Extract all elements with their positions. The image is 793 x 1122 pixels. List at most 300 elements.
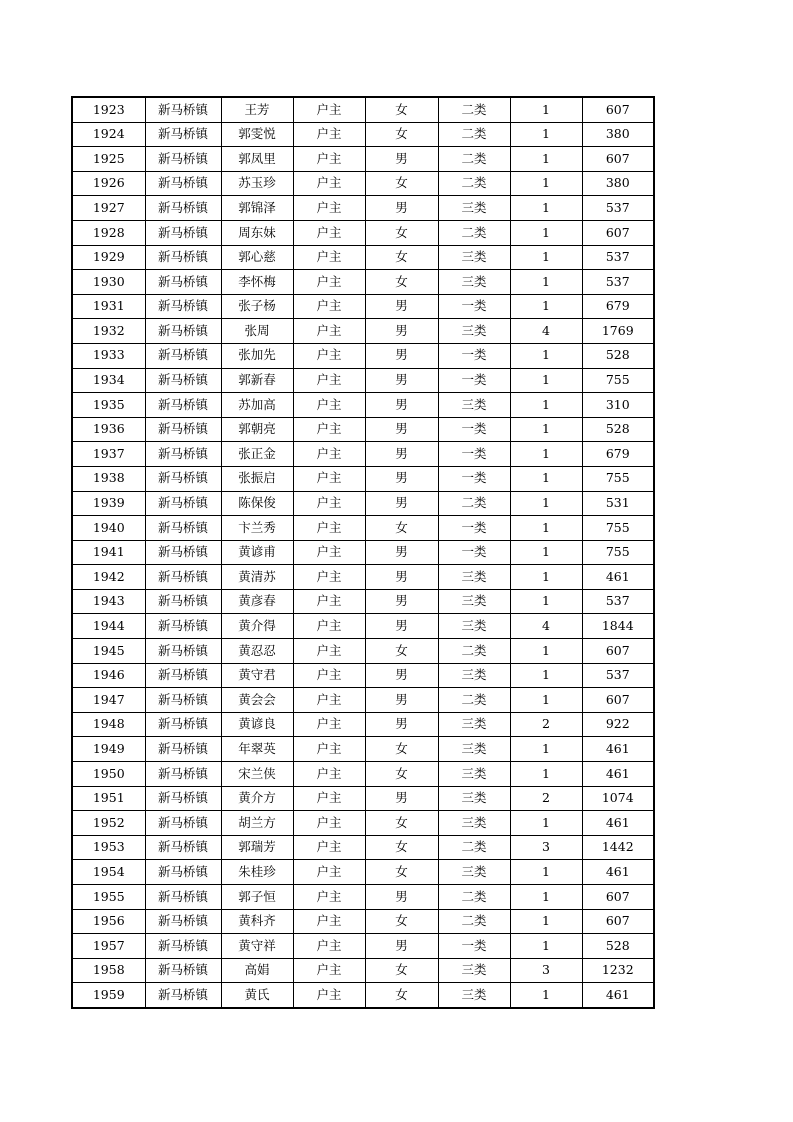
household-size-cell: 1 <box>510 663 582 688</box>
category-cell: 三类 <box>438 786 510 811</box>
gender-cell: 男 <box>365 442 438 467</box>
gender-cell: 女 <box>365 245 438 270</box>
table-row <box>72 417 654 442</box>
amount-cell: 310 <box>582 393 654 418</box>
town-cell: 新马桥镇 <box>145 639 221 664</box>
name-cell: 周东妹 <box>221 220 293 245</box>
amount-cell: 461 <box>582 565 654 590</box>
serial-number-cell: 1958 <box>72 958 145 983</box>
relation-cell: 户主 <box>293 934 365 959</box>
category-cell: 一类 <box>438 294 510 319</box>
household-size-cell: 1 <box>510 589 582 614</box>
gender-cell: 男 <box>365 319 438 344</box>
category-cell: 一类 <box>438 343 510 368</box>
serial-number-cell: 1937 <box>72 442 145 467</box>
amount-cell: 461 <box>582 983 654 1008</box>
household-size-cell: 1 <box>510 245 582 270</box>
serial-number-cell: 1932 <box>72 319 145 344</box>
gender-cell: 男 <box>365 663 438 688</box>
serial-number-cell: 1929 <box>72 245 145 270</box>
gender-cell: 男 <box>365 393 438 418</box>
household-size-cell: 1 <box>510 393 582 418</box>
serial-number-cell: 1952 <box>72 811 145 836</box>
town-cell: 新马桥镇 <box>145 97 221 122</box>
category-cell: 三类 <box>438 270 510 295</box>
name-cell: 张子杨 <box>221 294 293 319</box>
amount-cell: 537 <box>582 663 654 688</box>
town-cell: 新马桥镇 <box>145 762 221 787</box>
name-cell: 苏加高 <box>221 393 293 418</box>
category-cell: 三类 <box>438 393 510 418</box>
category-cell: 三类 <box>438 663 510 688</box>
category-cell: 三类 <box>438 811 510 836</box>
category-cell: 二类 <box>438 639 510 664</box>
amount-cell: 1442 <box>582 835 654 860</box>
household-size-cell: 1 <box>510 639 582 664</box>
amount-cell: 607 <box>582 220 654 245</box>
name-cell: 黄介方 <box>221 786 293 811</box>
table-row <box>72 909 654 934</box>
name-cell: 黄忍忍 <box>221 639 293 664</box>
gender-cell: 女 <box>365 909 438 934</box>
town-cell: 新马桥镇 <box>145 983 221 1008</box>
amount-cell: 537 <box>582 196 654 221</box>
amount-cell: 461 <box>582 811 654 836</box>
town-cell: 新马桥镇 <box>145 934 221 959</box>
serial-number-cell: 1936 <box>72 417 145 442</box>
serial-number-cell: 1939 <box>72 491 145 516</box>
serial-number-cell: 1933 <box>72 343 145 368</box>
town-cell: 新马桥镇 <box>145 196 221 221</box>
town-cell: 新马桥镇 <box>145 270 221 295</box>
name-cell: 朱桂珍 <box>221 860 293 885</box>
table-row <box>72 147 654 172</box>
relation-cell: 户主 <box>293 909 365 934</box>
table-row <box>72 540 654 565</box>
relation-cell: 户主 <box>293 860 365 885</box>
gender-cell: 男 <box>365 343 438 368</box>
town-cell: 新马桥镇 <box>145 417 221 442</box>
gender-cell: 女 <box>365 220 438 245</box>
serial-number-cell: 1953 <box>72 835 145 860</box>
town-cell: 新马桥镇 <box>145 909 221 934</box>
household-size-cell: 1 <box>510 220 582 245</box>
category-cell: 二类 <box>438 491 510 516</box>
household-size-cell: 1 <box>510 811 582 836</box>
gender-cell: 男 <box>365 491 438 516</box>
serial-number-cell: 1945 <box>72 639 145 664</box>
household-size-cell: 4 <box>510 319 582 344</box>
amount-cell: 380 <box>582 171 654 196</box>
gender-cell: 男 <box>365 368 438 393</box>
relation-cell: 户主 <box>293 270 365 295</box>
table-row <box>72 171 654 196</box>
table-row <box>72 516 654 541</box>
name-cell: 黄介得 <box>221 614 293 639</box>
amount-cell: 607 <box>582 639 654 664</box>
town-cell: 新马桥镇 <box>145 589 221 614</box>
town-cell: 新马桥镇 <box>145 786 221 811</box>
category-cell: 二类 <box>438 688 510 713</box>
household-size-cell: 3 <box>510 958 582 983</box>
relation-cell: 户主 <box>293 516 365 541</box>
name-cell: 黄守祥 <box>221 934 293 959</box>
relation-cell: 户主 <box>293 319 365 344</box>
serial-number-cell: 1923 <box>72 97 145 122</box>
category-cell: 二类 <box>438 220 510 245</box>
town-cell: 新马桥镇 <box>145 663 221 688</box>
name-cell: 陈保俊 <box>221 491 293 516</box>
relation-cell: 户主 <box>293 368 365 393</box>
serial-number-cell: 1949 <box>72 737 145 762</box>
household-size-cell: 2 <box>510 712 582 737</box>
town-cell: 新马桥镇 <box>145 688 221 713</box>
household-size-cell: 1 <box>510 860 582 885</box>
gender-cell: 女 <box>365 516 438 541</box>
amount-cell: 528 <box>582 934 654 959</box>
amount-cell: 755 <box>582 466 654 491</box>
name-cell: 郭锦泽 <box>221 196 293 221</box>
amount-cell: 1232 <box>582 958 654 983</box>
gender-cell: 女 <box>365 983 438 1008</box>
gender-cell: 女 <box>365 97 438 122</box>
amount-cell: 679 <box>582 294 654 319</box>
name-cell: 宋兰侠 <box>221 762 293 787</box>
name-cell: 张加先 <box>221 343 293 368</box>
table-row <box>72 688 654 713</box>
town-cell: 新马桥镇 <box>145 737 221 762</box>
category-cell: 二类 <box>438 171 510 196</box>
gender-cell: 女 <box>365 762 438 787</box>
category-cell: 二类 <box>438 97 510 122</box>
category-cell: 三类 <box>438 245 510 270</box>
relation-cell: 户主 <box>293 220 365 245</box>
household-size-cell: 1 <box>510 737 582 762</box>
table-row <box>72 270 654 295</box>
relation-cell: 户主 <box>293 737 365 762</box>
serial-number-cell: 1948 <box>72 712 145 737</box>
serial-number-cell: 1931 <box>72 294 145 319</box>
name-cell: 黄谚甫 <box>221 540 293 565</box>
name-cell: 胡兰方 <box>221 811 293 836</box>
serial-number-cell: 1934 <box>72 368 145 393</box>
relation-cell: 户主 <box>293 171 365 196</box>
table-row <box>72 786 654 811</box>
relation-cell: 户主 <box>293 565 365 590</box>
serial-number-cell: 1950 <box>72 762 145 787</box>
category-cell: 三类 <box>438 196 510 221</box>
town-cell: 新马桥镇 <box>145 516 221 541</box>
household-size-cell: 1 <box>510 171 582 196</box>
category-cell: 三类 <box>438 589 510 614</box>
name-cell: 黄彦春 <box>221 589 293 614</box>
gender-cell: 男 <box>365 589 438 614</box>
household-size-cell: 1 <box>510 540 582 565</box>
table-row <box>72 442 654 467</box>
amount-cell: 461 <box>582 737 654 762</box>
gender-cell: 男 <box>365 147 438 172</box>
amount-cell: 380 <box>582 122 654 147</box>
serial-number-cell: 1930 <box>72 270 145 295</box>
gender-cell: 女 <box>365 122 438 147</box>
household-size-cell: 4 <box>510 614 582 639</box>
gender-cell: 女 <box>365 171 438 196</box>
town-cell: 新马桥镇 <box>145 171 221 196</box>
relation-cell: 户主 <box>293 466 365 491</box>
table-row <box>72 565 654 590</box>
table-row <box>72 294 654 319</box>
relation-cell: 户主 <box>293 442 365 467</box>
amount-cell: 537 <box>582 245 654 270</box>
category-cell: 三类 <box>438 737 510 762</box>
household-size-cell: 1 <box>510 983 582 1008</box>
name-cell: 年翠英 <box>221 737 293 762</box>
town-cell: 新马桥镇 <box>145 245 221 270</box>
table-row <box>72 983 654 1008</box>
category-cell: 三类 <box>438 565 510 590</box>
household-size-cell: 1 <box>510 885 582 910</box>
town-cell: 新马桥镇 <box>145 343 221 368</box>
relation-cell: 户主 <box>293 762 365 787</box>
amount-cell: 528 <box>582 417 654 442</box>
table-row <box>72 466 654 491</box>
serial-number-cell: 1954 <box>72 860 145 885</box>
category-cell: 一类 <box>438 934 510 959</box>
gender-cell: 男 <box>365 712 438 737</box>
household-size-cell: 1 <box>510 294 582 319</box>
table-row <box>72 811 654 836</box>
gender-cell: 女 <box>365 860 438 885</box>
table-row <box>72 343 654 368</box>
table-row <box>72 614 654 639</box>
amount-cell: 537 <box>582 270 654 295</box>
serial-number-cell: 1951 <box>72 786 145 811</box>
household-size-cell: 1 <box>510 934 582 959</box>
table-row <box>72 934 654 959</box>
amount-cell: 607 <box>582 147 654 172</box>
household-size-cell: 1 <box>510 270 582 295</box>
amount-cell: 1074 <box>582 786 654 811</box>
table-row <box>72 220 654 245</box>
relation-cell: 户主 <box>293 540 365 565</box>
household-size-cell: 1 <box>510 417 582 442</box>
category-cell: 一类 <box>438 466 510 491</box>
town-cell: 新马桥镇 <box>145 393 221 418</box>
relation-cell: 户主 <box>293 491 365 516</box>
name-cell: 黄谚良 <box>221 712 293 737</box>
table-row <box>72 122 654 147</box>
gender-cell: 男 <box>365 688 438 713</box>
household-size-cell: 1 <box>510 688 582 713</box>
category-cell: 二类 <box>438 835 510 860</box>
amount-cell: 755 <box>582 540 654 565</box>
name-cell: 郭新春 <box>221 368 293 393</box>
town-cell: 新马桥镇 <box>145 491 221 516</box>
amount-cell: 607 <box>582 688 654 713</box>
category-cell: 三类 <box>438 319 510 344</box>
name-cell: 郭朝亮 <box>221 417 293 442</box>
name-cell: 郭雯悦 <box>221 122 293 147</box>
relation-cell: 户主 <box>293 294 365 319</box>
town-cell: 新马桥镇 <box>145 147 221 172</box>
category-cell: 一类 <box>438 368 510 393</box>
gender-cell: 男 <box>365 466 438 491</box>
category-cell: 三类 <box>438 860 510 885</box>
relation-cell: 户主 <box>293 688 365 713</box>
category-cell: 一类 <box>438 540 510 565</box>
relation-cell: 户主 <box>293 589 365 614</box>
amount-cell: 537 <box>582 589 654 614</box>
amount-cell: 607 <box>582 909 654 934</box>
relation-cell: 户主 <box>293 663 365 688</box>
serial-number-cell: 1940 <box>72 516 145 541</box>
name-cell: 李怀梅 <box>221 270 293 295</box>
relation-cell: 户主 <box>293 245 365 270</box>
gender-cell: 男 <box>365 294 438 319</box>
relation-cell: 户主 <box>293 417 365 442</box>
serial-number-cell: 1928 <box>72 220 145 245</box>
serial-number-cell: 1947 <box>72 688 145 713</box>
serial-number-cell: 1946 <box>72 663 145 688</box>
table-row <box>72 97 654 122</box>
amount-cell: 922 <box>582 712 654 737</box>
table-row <box>72 245 654 270</box>
town-cell: 新马桥镇 <box>145 565 221 590</box>
category-cell: 三类 <box>438 614 510 639</box>
town-cell: 新马桥镇 <box>145 368 221 393</box>
table-row <box>72 958 654 983</box>
household-size-cell: 1 <box>510 122 582 147</box>
relation-cell: 户主 <box>293 885 365 910</box>
gender-cell: 男 <box>365 934 438 959</box>
gender-cell: 女 <box>365 958 438 983</box>
category-cell: 三类 <box>438 958 510 983</box>
name-cell: 张周 <box>221 319 293 344</box>
relation-cell: 户主 <box>293 393 365 418</box>
serial-number-cell: 1938 <box>72 466 145 491</box>
serial-number-cell: 1944 <box>72 614 145 639</box>
town-cell: 新马桥镇 <box>145 712 221 737</box>
gender-cell: 男 <box>365 417 438 442</box>
serial-number-cell: 1956 <box>72 909 145 934</box>
category-cell: 一类 <box>438 417 510 442</box>
serial-number-cell: 1924 <box>72 122 145 147</box>
category-cell: 三类 <box>438 712 510 737</box>
household-size-cell: 1 <box>510 97 582 122</box>
town-cell: 新马桥镇 <box>145 835 221 860</box>
serial-number-cell: 1926 <box>72 171 145 196</box>
household-size-cell: 1 <box>510 762 582 787</box>
category-cell: 一类 <box>438 516 510 541</box>
relation-cell: 户主 <box>293 811 365 836</box>
table-row <box>72 589 654 614</box>
relation-cell: 户主 <box>293 786 365 811</box>
household-size-cell: 1 <box>510 491 582 516</box>
amount-cell: 755 <box>582 516 654 541</box>
amount-cell: 528 <box>582 343 654 368</box>
serial-number-cell: 1927 <box>72 196 145 221</box>
table-row <box>72 860 654 885</box>
town-cell: 新马桥镇 <box>145 442 221 467</box>
table-row <box>72 712 654 737</box>
serial-number-cell: 1943 <box>72 589 145 614</box>
name-cell: 郭凤里 <box>221 147 293 172</box>
serial-number-cell: 1935 <box>72 393 145 418</box>
table-row <box>72 393 654 418</box>
table-row <box>72 196 654 221</box>
relation-cell: 户主 <box>293 712 365 737</box>
amount-cell: 607 <box>582 97 654 122</box>
relation-cell: 户主 <box>293 983 365 1008</box>
name-cell: 苏玉珍 <box>221 171 293 196</box>
town-cell: 新马桥镇 <box>145 811 221 836</box>
amount-cell: 461 <box>582 860 654 885</box>
household-size-cell: 1 <box>510 442 582 467</box>
town-cell: 新马桥镇 <box>145 540 221 565</box>
town-cell: 新马桥镇 <box>145 220 221 245</box>
amount-cell: 755 <box>582 368 654 393</box>
amount-cell: 461 <box>582 762 654 787</box>
household-size-cell: 2 <box>510 786 582 811</box>
town-cell: 新马桥镇 <box>145 294 221 319</box>
name-cell: 郭心慈 <box>221 245 293 270</box>
town-cell: 新马桥镇 <box>145 860 221 885</box>
table-row <box>72 368 654 393</box>
gender-cell: 女 <box>365 639 438 664</box>
amount-cell: 1769 <box>582 319 654 344</box>
roster-table <box>71 96 655 1009</box>
serial-number-cell: 1955 <box>72 885 145 910</box>
category-cell: 一类 <box>438 442 510 467</box>
gender-cell: 男 <box>365 614 438 639</box>
amount-cell: 607 <box>582 885 654 910</box>
relation-cell: 户主 <box>293 147 365 172</box>
serial-number-cell: 1942 <box>72 565 145 590</box>
town-cell: 新马桥镇 <box>145 885 221 910</box>
relation-cell: 户主 <box>293 639 365 664</box>
gender-cell: 男 <box>365 786 438 811</box>
household-size-cell: 3 <box>510 835 582 860</box>
town-cell: 新马桥镇 <box>145 466 221 491</box>
serial-number-cell: 1925 <box>72 147 145 172</box>
household-size-cell: 1 <box>510 909 582 934</box>
table-row <box>72 762 654 787</box>
name-cell: 郭瑞芳 <box>221 835 293 860</box>
table-row <box>72 835 654 860</box>
town-cell: 新马桥镇 <box>145 319 221 344</box>
table-row <box>72 737 654 762</box>
relation-cell: 户主 <box>293 835 365 860</box>
table-row <box>72 491 654 516</box>
town-cell: 新马桥镇 <box>145 614 221 639</box>
name-cell: 黄清苏 <box>221 565 293 590</box>
household-size-cell: 1 <box>510 565 582 590</box>
name-cell: 黄守君 <box>221 663 293 688</box>
name-cell: 王芳 <box>221 97 293 122</box>
name-cell: 黄氏 <box>221 983 293 1008</box>
gender-cell: 男 <box>365 565 438 590</box>
gender-cell: 女 <box>365 811 438 836</box>
relation-cell: 户主 <box>293 196 365 221</box>
gender-cell: 女 <box>365 737 438 762</box>
household-size-cell: 1 <box>510 147 582 172</box>
relation-cell: 户主 <box>293 97 365 122</box>
category-cell: 三类 <box>438 983 510 1008</box>
amount-cell: 679 <box>582 442 654 467</box>
name-cell: 高娟 <box>221 958 293 983</box>
town-cell: 新马桥镇 <box>145 122 221 147</box>
household-size-cell: 1 <box>510 196 582 221</box>
